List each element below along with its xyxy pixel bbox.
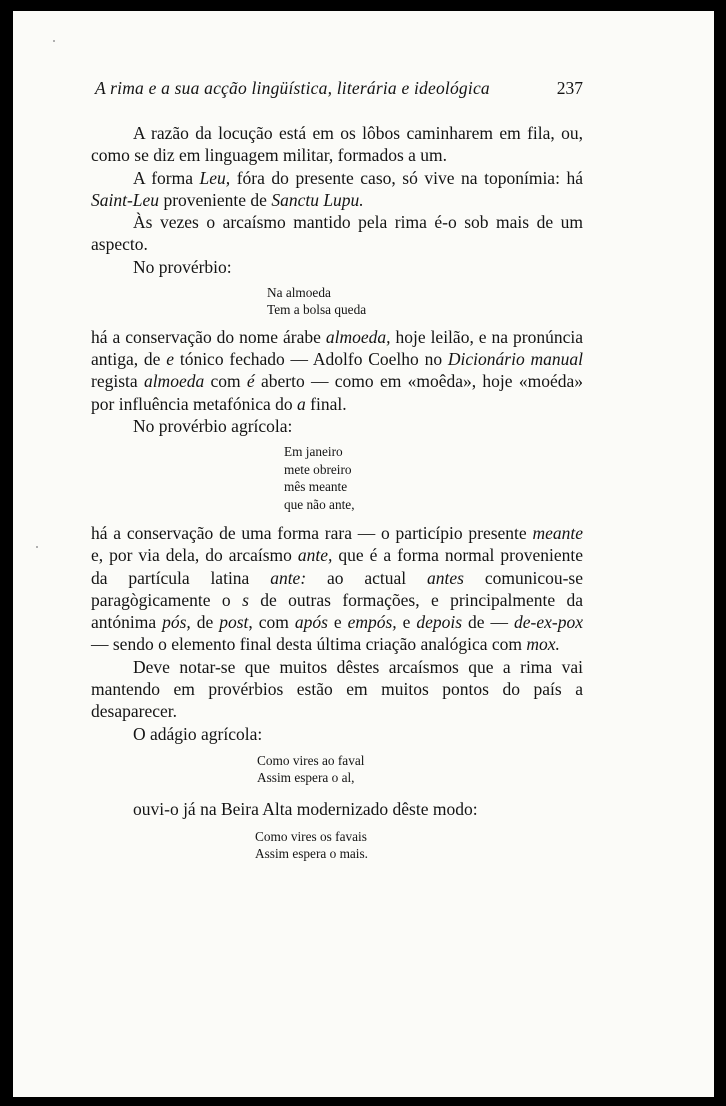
paper-speck (36, 546, 38, 548)
verse-line: Em janeiro (284, 444, 343, 460)
paragraph: No provérbio agrícola: (133, 416, 293, 437)
running-header (95, 78, 583, 106)
paragraph: No provérbio: (133, 256, 232, 277)
verse-line: Assim espera o al, (257, 770, 355, 786)
paper-speck (53, 40, 55, 42)
page-number: 237 (556, 78, 583, 98)
page-body (91, 122, 583, 863)
verse-line: Como vires ao faval (257, 752, 365, 768)
book-page (13, 11, 714, 1097)
proverb-verse (284, 443, 583, 513)
paragraph: O adágio agrícola: (133, 723, 263, 744)
verse-line: Na almoeda (267, 285, 331, 301)
paragraph: há a conservação de uma forma rara — o particípio presente meante e, por via dela, do arcaísmo ante, que é a forma normal proveniente da partícula latina ante: ao actual antes comunicou-se paragògicamente o s de outras formações, e principalmente da antónima pós, de post, com após e empós, e depois de — de-ex-pox — sendo o elemento final desta última criação analógica com mox. (91, 523, 584, 655)
paragraph: há a conservação do nome árabe almoeda, hoje leilão, e na pronúncia antiga, de e tónico fechado — Adolfo Coelho no Dicionário manual regista almoeda com é aberto — como em «moêda», hoje «moéda» por influência metafónica do a final. (91, 326, 583, 414)
verse-line: mês meante (284, 479, 348, 495)
proverb-verse (267, 284, 583, 319)
proverb-verse (257, 752, 583, 787)
paragraph: ouvi-o já na Beira Alta modernizado dêste modo: (133, 798, 478, 819)
verse-line: mete obreiro (284, 461, 352, 477)
verse-line: Tem a bolsa queda (267, 302, 367, 318)
verse-line: que não ante, (284, 496, 355, 512)
verse-line: Como vires os favais (255, 829, 367, 845)
paragraph: Deve notar-se que muitos dêstes arcaísmos que a rima vai mantendo em provérbios estão em muitos pontos do país a desaparecer. (91, 656, 583, 722)
verse-line: Assim espera o mais. (255, 846, 369, 862)
proverb-verse (255, 828, 583, 863)
running-title: A rima e a sua acção lingüística, literária e ideológica (95, 78, 490, 98)
paragraph: Às vezes o arcaísmo mantido pela rima é-o sob mais de um aspecto. (91, 212, 583, 255)
paragraph: A razão da locução está em os lôbos caminharem em fila, ou, como se diz em linguagem militar, formados a um. (91, 123, 583, 166)
paragraph: A forma Leu, fóra do presente caso, só vive na toponímia: há Saint-Leu proveniente de Sanctu Lupu. (91, 167, 583, 210)
